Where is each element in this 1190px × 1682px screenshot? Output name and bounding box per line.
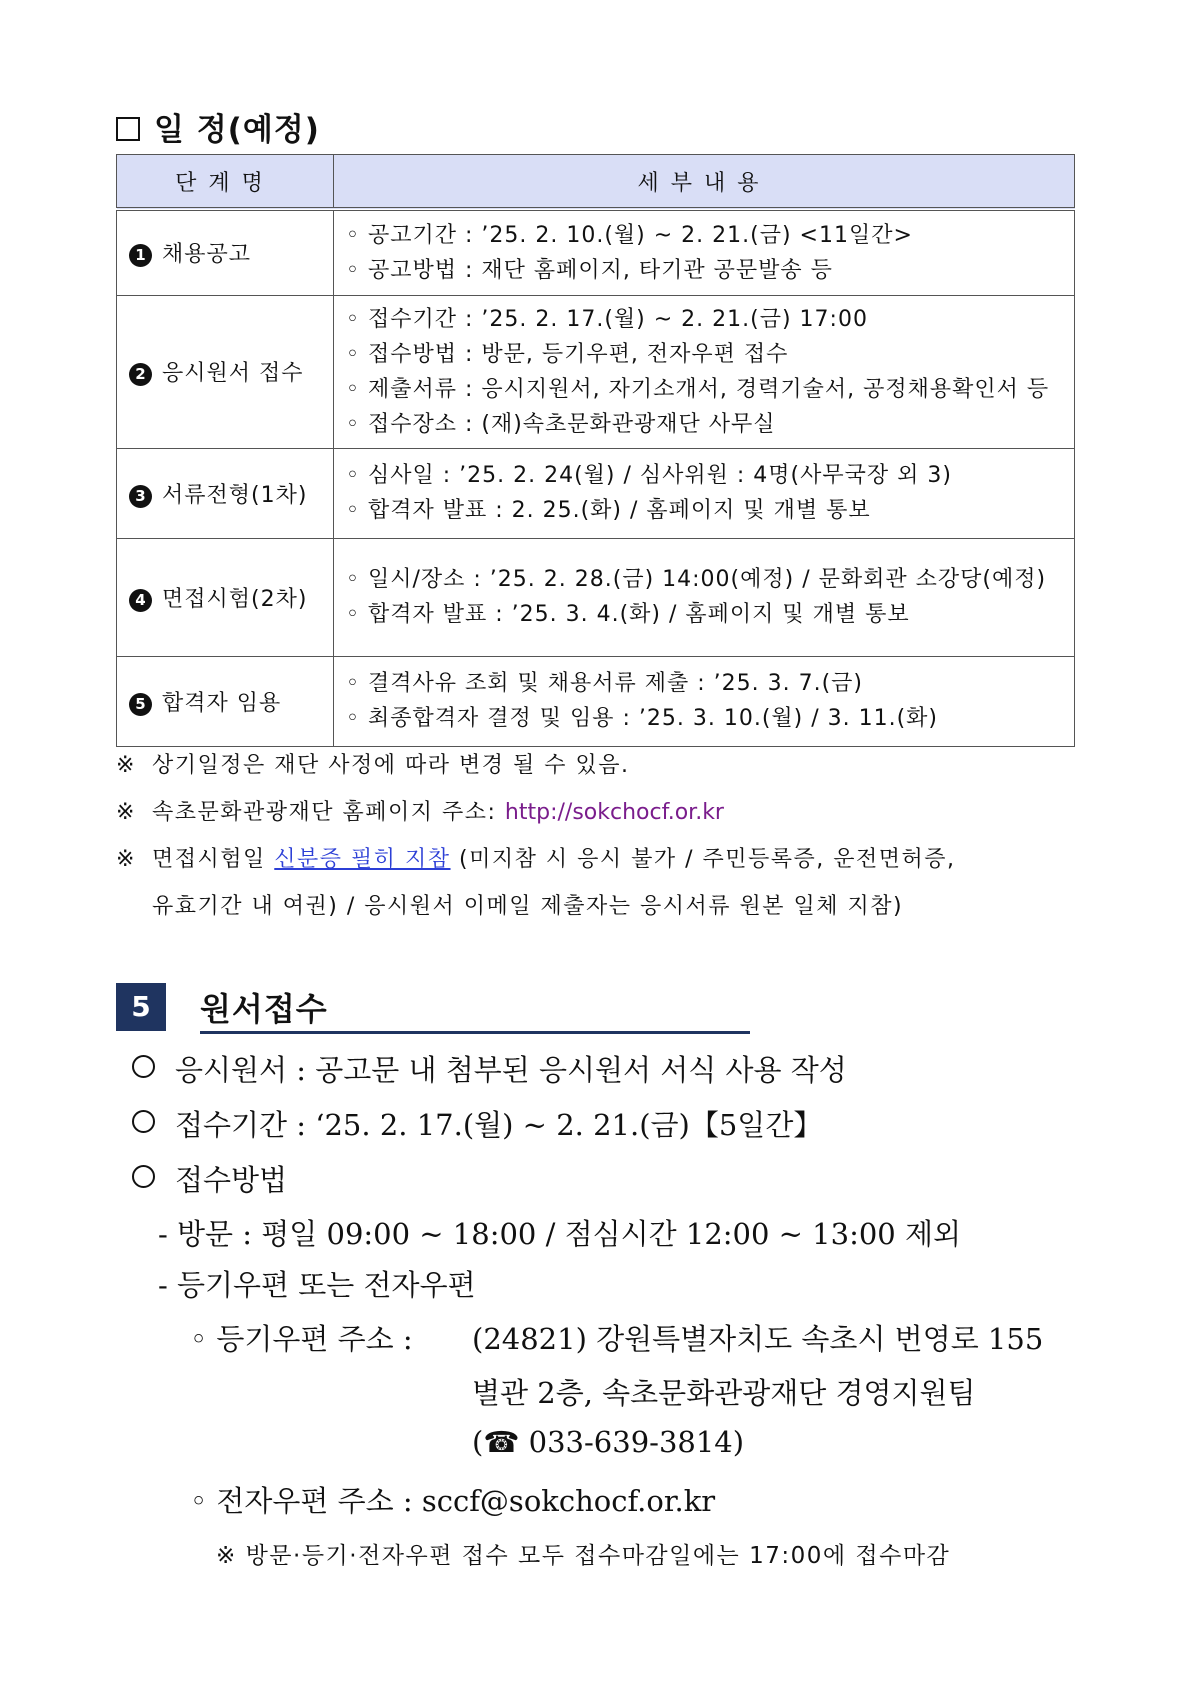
deadline-note: ※ 방문·등기·전자우편 접수 모두 접수마감일에는 17:00에 접수마감 [216,1543,951,1569]
schedule-title-text: 일 정(예정) [154,112,320,148]
note-text: 상기일정은 재단 사정에 따라 변경 될 수 있음. [152,753,630,778]
stage-cell [117,209,334,295]
item-method [132,1158,287,1199]
id-required-emphasis: 신분증 필히 지참 [274,847,451,872]
item-application-form [132,1048,847,1089]
detail-line: ◦ 심사일 : ’25. 2. 24(월) / 심사위원 : 4명(사무국장 외 3) [346,463,952,488]
schedule-table [116,154,1075,747]
detail-line: ◦ 접수장소 : (재)속초문화관광재단 사무실 [346,411,776,437]
method-mail: - 등기우편 또는 전자우편 [158,1268,476,1302]
circle-bullet-icon [132,1110,155,1133]
detail-line: ◦ 접수방법 : 방문, 등기우편, 전자우편 접수 [346,341,789,367]
detail-line: ◦ 공고기간 : ’25. 2. 10.(월) ~ 2. 21.(금) <11일간> [346,222,913,248]
number-2-icon: 2 [129,363,152,386]
number-5-icon: 5 [129,693,152,716]
table-row [117,295,1075,448]
note-id-required [116,842,956,873]
note-text: (미지참 시 응시 불가 / 주민등록증, 운전면허증, [450,847,956,872]
table-row [117,656,1075,746]
homepage-link[interactable]: http://sokchocf.or.kr [504,800,724,825]
note-id-required-line2: 유효기간 내 여권) / 응시원서 이메일 제출자는 응시서류 원본 일체 지참) [152,894,904,919]
registered-mail-label: ◦ 등기우편 주소 : [190,1322,413,1356]
header-detail: 세부내용 [334,155,1075,210]
detail-cell [334,448,1075,538]
reference-mark: ※ [116,753,136,778]
detail-cell [334,656,1075,746]
note-text: 속초문화관광재단 홈페이지 주소: [152,800,505,825]
stage-cell [117,538,334,656]
section-title-underline [200,1031,750,1034]
stage-label: 서류전형(1차) [162,482,308,508]
detail-cell [334,538,1075,656]
email-address: ◦ 전자우편 주소 : sccf@sokchocf.or.kr [190,1484,716,1518]
detail-cell [334,295,1075,448]
detail-line: ◦ 결격사유 조회 및 채용서류 제출 : ’25. 3. 7.(금) [346,671,863,696]
stage-label: 합격자 임용 [162,690,282,716]
stage-cell [117,295,334,448]
header-stage: 단계명 [117,155,334,210]
registered-mail-phone: (☎ 033-639-3814) [472,1425,745,1459]
reference-mark: ※ [116,847,136,872]
detail-line: ◦ 일시/장소 : ’25. 2. 28.(금) 14:00(예정) / 문화회관 소강당(예정) [346,567,1047,592]
stage-cell [117,656,334,746]
registered-mail-address-line1: (24821) 강원특별자치도 속초시 번영로 155 [472,1322,1044,1356]
detail-line: ◦ 접수기간 : ’25. 2. 17.(월) ~ 2. 21.(금) 17:00 [346,306,868,332]
checkbox-square-icon [116,117,140,141]
item-period [132,1103,822,1144]
number-3-icon: 3 [129,485,152,508]
detail-line: ◦ 최종합격자 결정 및 임용 : ’25. 3. 10.(월) / 3. 11.(화) [346,706,939,731]
detail-cell [334,209,1075,295]
stage-label: 응시원서 접수 [162,361,304,386]
reference-mark: ※ [116,800,136,825]
circle-bullet-icon [132,1055,155,1078]
schedule-title [116,104,320,149]
item-text: 접수기간 : ‘25. 2. 17.(월) ~ 2. 21.(금)【5일간】 [175,1108,823,1142]
item-text: 응시원서 : 공고문 내 첨부된 응시원서 서식 사용 작성 [175,1053,847,1087]
stage-label: 면접시험(2차) [162,586,308,612]
circle-bullet-icon [132,1165,155,1188]
method-visit: - 방문 : 평일 09:00 ~ 18:00 / 점심시간 12:00 ~ 13:00 제외 [158,1217,961,1251]
stage-label: 채용공고 [162,242,252,268]
detail-line: ◦ 합격자 발표 : ’25. 3. 4.(화) / 홈페이지 및 개별 통보 [346,602,910,627]
detail-line: ◦ 합격자 발표 : 2. 25.(화) / 홈페이지 및 개별 통보 [346,498,871,523]
section-number-badge: 5 [116,983,166,1031]
detail-line: ◦ 공고방법 : 재단 홈페이지, 타기관 공문발송 등 [346,257,833,283]
stage-cell [117,448,334,538]
note-text: 면접시험일 [152,847,275,872]
detail-line: ◦ 제출서류 : 응시지원서, 자기소개서, 경력기술서, 공정채용확인서 등 [346,376,1050,402]
note-schedule-change [116,748,629,779]
table-row [117,538,1075,656]
table-row [117,448,1075,538]
section-title: 원서접수 [200,990,328,1028]
number-1-icon: 1 [129,244,152,267]
number-4-icon: 4 [129,589,152,612]
note-homepage [116,795,724,826]
table-row [117,209,1075,295]
item-text: 접수방법 [175,1163,288,1197]
table-header-row [117,155,1075,210]
registered-mail-address-line2: 별관 2층, 속초문화관광재단 경영지원팀 [472,1376,976,1410]
